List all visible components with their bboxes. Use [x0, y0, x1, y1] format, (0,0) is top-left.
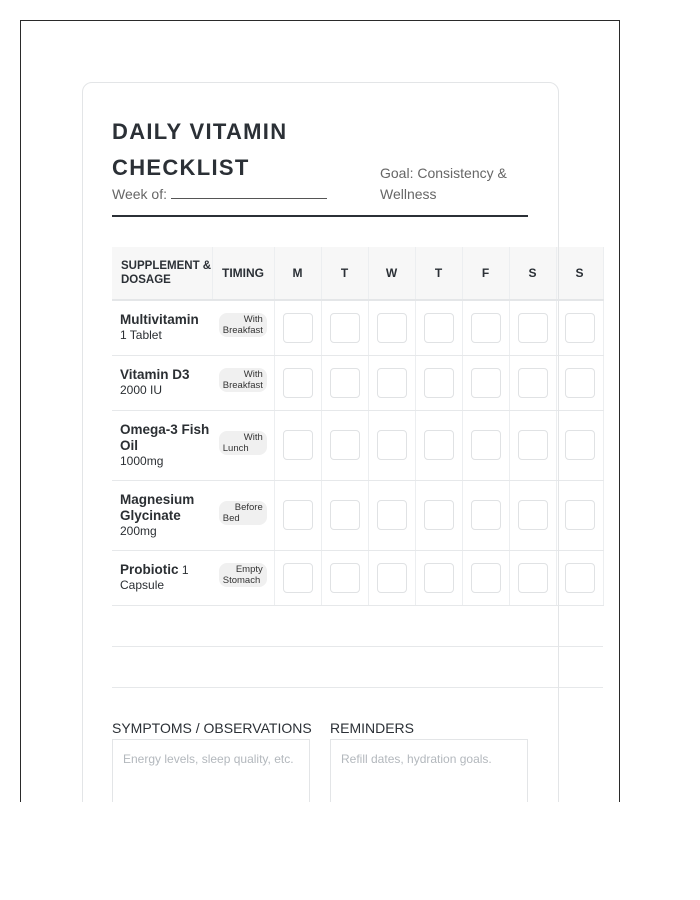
day-checkbox[interactable]	[424, 563, 454, 593]
supplement-dose: 1000mg	[120, 453, 164, 468]
day-cell	[509, 410, 556, 480]
day-checkbox[interactable]	[377, 500, 407, 530]
day-cell	[462, 480, 509, 550]
day-cell	[368, 300, 415, 355]
day-cell	[509, 300, 556, 355]
page-title	[112, 114, 287, 186]
title-line-1: DAILY VITAMIN	[112, 119, 288, 144]
checklist-card	[82, 82, 584, 802]
header-timing: TIMING	[212, 247, 274, 300]
day-checkbox[interactable]	[471, 563, 501, 593]
week-of-label: Week of:	[112, 186, 167, 202]
empty-row	[112, 646, 603, 687]
day-checkbox[interactable]	[377, 368, 407, 398]
timing-badge	[219, 563, 267, 587]
table-header-row	[112, 247, 603, 300]
day-checkbox[interactable]	[518, 563, 548, 593]
table-row	[112, 410, 603, 480]
timing-badge	[219, 501, 267, 525]
timing-cell	[212, 480, 274, 550]
timing-line-1: With	[243, 314, 263, 326]
timing-line-1: Before	[234, 501, 263, 513]
day-cell	[274, 550, 321, 605]
supplement-cell	[112, 355, 212, 410]
day-checkbox[interactable]	[283, 500, 313, 530]
day-checkbox[interactable]	[565, 563, 595, 593]
day-cell	[321, 550, 368, 605]
timing-line-2: Stomach	[222, 575, 261, 586]
day-cell	[368, 355, 415, 410]
day-cell	[368, 410, 415, 480]
day-cell	[509, 355, 556, 410]
day-cell	[368, 550, 415, 605]
vitamin-table	[112, 247, 604, 688]
empty-cell	[112, 646, 603, 687]
day-cell	[462, 300, 509, 355]
day-checkbox[interactable]	[283, 430, 313, 460]
supplement-cell	[112, 410, 212, 480]
day-cell	[415, 355, 462, 410]
day-checkbox[interactable]	[424, 430, 454, 460]
day-checkbox[interactable]	[377, 313, 407, 343]
day-checkbox[interactable]	[565, 313, 595, 343]
day-cell	[321, 480, 368, 550]
day-checkbox[interactable]	[518, 368, 548, 398]
day-checkbox[interactable]	[565, 368, 595, 398]
table-row	[112, 550, 603, 605]
supplement-cell	[112, 300, 212, 355]
week-of-field[interactable]	[112, 186, 327, 202]
day-cell	[415, 550, 462, 605]
supplement-dose: 2000 IU	[120, 383, 163, 397]
supplement-dose: 1 Tablet	[120, 328, 162, 343]
day-checkbox[interactable]	[565, 500, 595, 530]
day-checkbox[interactable]	[330, 313, 360, 343]
supplement-cell	[112, 550, 212, 605]
table-row	[112, 480, 603, 550]
timing-badge	[219, 313, 267, 337]
day-cell	[556, 550, 603, 605]
day-checkbox[interactable]	[518, 313, 548, 343]
supplement-dose: 200mg	[120, 523, 157, 538]
day-checkbox[interactable]	[424, 500, 454, 530]
reminders-label: REMINDERS	[330, 720, 415, 736]
day-cell	[368, 480, 415, 550]
supplement-name: Vitamin D3	[120, 367, 190, 382]
day-cell	[415, 300, 462, 355]
week-of-blank[interactable]	[171, 186, 327, 199]
day-checkbox[interactable]	[565, 430, 595, 460]
day-checkbox[interactable]	[424, 368, 454, 398]
supplement-name: Omega-3 Fish Oil	[120, 421, 210, 453]
timing-cell	[212, 300, 274, 355]
day-cell	[556, 410, 603, 480]
timing-line-2: Bed	[222, 512, 240, 524]
empty-cell	[112, 605, 603, 646]
timing-cell	[212, 410, 274, 480]
day-cell	[274, 355, 321, 410]
day-cell	[462, 410, 509, 480]
day-cell	[274, 410, 321, 480]
timing-line-2: Breakfast	[222, 325, 263, 337]
day-checkbox[interactable]	[330, 368, 360, 398]
timing-cell	[212, 355, 274, 410]
timing-line-2: Breakfast	[222, 380, 263, 391]
day-cell	[509, 550, 556, 605]
empty-row	[112, 605, 603, 646]
timing-cell	[212, 550, 274, 605]
header-day: T	[415, 247, 462, 300]
day-checkbox[interactable]	[377, 563, 407, 593]
day-checkbox[interactable]	[424, 313, 454, 343]
day-cell	[274, 300, 321, 355]
day-cell	[415, 480, 462, 550]
table-row	[112, 300, 603, 355]
symptoms-label: SYMPTOMS / OBSERVATIONS	[112, 720, 312, 736]
header-day: S	[509, 247, 556, 300]
day-checkbox[interactable]	[330, 563, 360, 593]
supplement-dose: 1 Capsule	[120, 563, 189, 592]
table-row	[112, 355, 603, 410]
symptoms-textarea[interactable]: Energy levels, sleep quality, etc.	[112, 739, 310, 802]
reminders-textarea[interactable]: Refill dates, hydration goals.	[330, 739, 528, 802]
day-checkbox[interactable]	[330, 430, 360, 460]
supplement-name: Probiotic	[120, 562, 179, 577]
day-cell	[274, 480, 321, 550]
header-supplement: SUPPLEMENT & DOSAGE	[112, 247, 212, 300]
day-checkbox[interactable]	[471, 368, 501, 398]
title-line-2: CHECKLIST	[112, 155, 250, 180]
day-cell	[462, 355, 509, 410]
day-cell	[556, 300, 603, 355]
header-day: W	[368, 247, 415, 300]
day-checkbox[interactable]	[518, 430, 548, 460]
day-checkbox[interactable]	[283, 563, 313, 593]
header-day: F	[462, 247, 509, 300]
day-checkbox[interactable]	[518, 500, 548, 530]
day-checkbox[interactable]	[471, 500, 501, 530]
day-cell	[509, 480, 556, 550]
day-cell	[462, 550, 509, 605]
supplement-cell	[112, 480, 212, 550]
day-checkbox[interactable]	[471, 430, 501, 460]
day-cell	[556, 480, 603, 550]
header-day: S	[556, 247, 603, 300]
day-cell	[415, 410, 462, 480]
header-divider	[112, 215, 528, 217]
header-day: M	[274, 247, 321, 300]
day-checkbox[interactable]	[377, 430, 407, 460]
day-checkbox[interactable]	[283, 313, 313, 343]
supplement-name: Multivitamin	[120, 312, 199, 328]
timing-badge	[219, 368, 267, 392]
timing-line-1: Empty	[235, 564, 263, 575]
day-checkbox[interactable]	[283, 368, 313, 398]
day-cell	[556, 355, 603, 410]
supplement-name: Magnesium Glycinate	[120, 491, 195, 523]
day-checkbox[interactable]	[330, 500, 360, 530]
day-cell	[321, 410, 368, 480]
timing-badge	[219, 431, 267, 455]
day-checkbox[interactable]	[471, 313, 501, 343]
timing-line-1: With	[243, 431, 263, 443]
day-cell	[321, 300, 368, 355]
goal-text: Goal: Consistency & Wellness	[380, 165, 507, 202]
day-cell	[321, 355, 368, 410]
timing-line-2: Lunch	[222, 442, 249, 454]
header-day: T	[321, 247, 368, 300]
page-frame	[20, 20, 620, 802]
timing-line-1: With	[243, 369, 263, 380]
